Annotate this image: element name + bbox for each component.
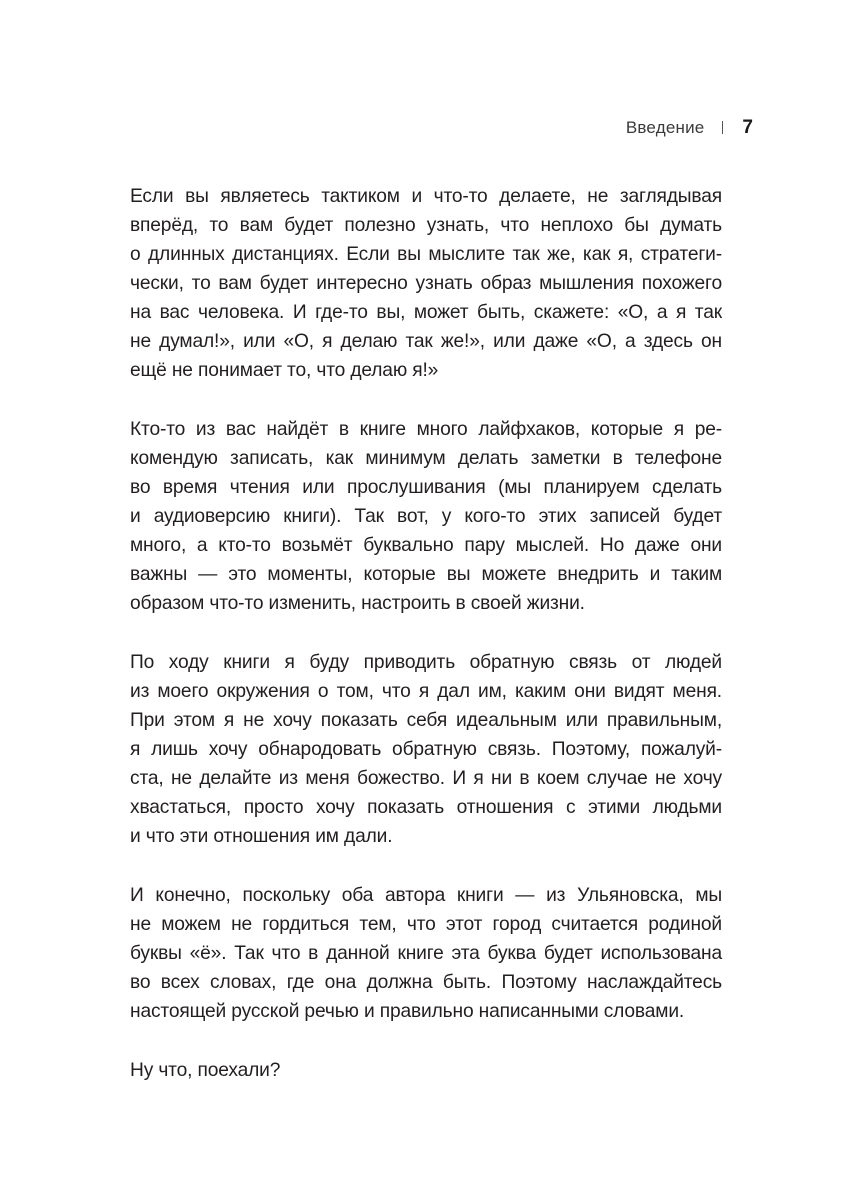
- section-title: Введение: [625, 118, 705, 137]
- text-line: ещё не понимает то, что делаю я!»: [130, 360, 439, 381]
- text-line: из моего окружения о том, что я дал им, каким они видят меня.: [130, 681, 722, 702]
- header-divider: [722, 121, 723, 134]
- paragraph-2: [130, 415, 722, 618]
- body-text: [130, 182, 722, 1115]
- text-line: важны — это моменты, которые вы можете внедрить и таким: [130, 564, 722, 585]
- text-line: чески, то вам будет интересно узнать образ мышления похожего: [130, 273, 722, 294]
- paragraph-3: [130, 648, 722, 851]
- text-line: не думал!», или «О, я делаю так же!», или даже «О, а здесь он: [130, 331, 722, 352]
- text-line: во всех словах, где она должна быть. Поэтому наслаждайтесь: [130, 972, 722, 993]
- text-line: во время чтения или прослушивания (мы планируем сделать: [130, 477, 722, 498]
- text-line: ста, не делайте из меня божество. И я ни в коем случае не хочу: [130, 768, 722, 789]
- text-line: о длинных дистанциях. Если вы мыслите так же, как я, стратеги-: [130, 244, 722, 265]
- text-line: Ну что, поехали?: [130, 1060, 281, 1081]
- text-line: не можем не гордиться тем, что этот город считается родиной: [130, 914, 722, 935]
- paragraph-4: [130, 881, 722, 1026]
- text-line: Кто-то из вас найдёт в книге много лайфхаков, которые я ре-: [130, 419, 722, 440]
- text-line: я лишь хочу обнародовать обратную связь. Поэтому, пожалуй-: [130, 739, 722, 760]
- text-line: При этом я не хочу показать себя идеальным или правильным,: [130, 710, 722, 731]
- text-line: По ходу книги я буду приводить обратную связь от людей: [130, 652, 722, 673]
- text-line: И конечно, поскольку оба автора книги — из Ульяновска, мы: [130, 885, 722, 906]
- text-line: Если вы являетесь тактиком и что-то делаете, не заглядывая: [130, 186, 722, 207]
- page-number: 7: [742, 117, 753, 138]
- paragraph-1: [130, 182, 722, 385]
- text-line: образом что-то изменить, настроить в своей жизни.: [130, 593, 585, 614]
- text-line: и что эти отношения им дали.: [130, 826, 393, 847]
- text-line: буквы «ё». Так что в данной книге эта буква будет использована: [130, 943, 722, 964]
- text-line: много, а кто-то возьмёт буквально пару мыслей. Но даже они: [130, 535, 722, 556]
- text-line: и аудиоверсию книги). Так вот, у кого-то этих записей будет: [130, 506, 722, 527]
- text-line: комендую записать, как минимум делать заметки в телефоне: [130, 448, 722, 469]
- text-line: настоящей русской речью и правильно написанными словами.: [130, 1001, 685, 1022]
- running-head: [626, 117, 753, 139]
- text-line: вперёд, то вам будет полезно узнать, что неплохо бы думать: [130, 215, 722, 236]
- text-line: хвастаться, просто хочу показать отношения с этими людьми: [130, 797, 722, 818]
- text-line: на вас человека. И где-то вы, может быть, скажете: «О, а я так: [130, 302, 722, 323]
- paragraph-5: [130, 1056, 722, 1085]
